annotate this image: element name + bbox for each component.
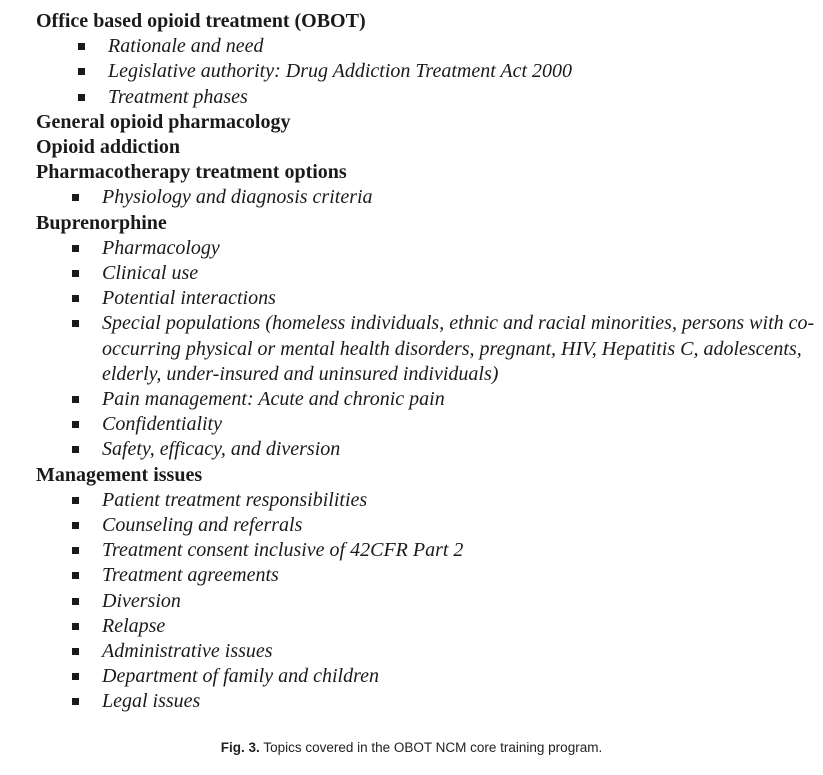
list-item (36, 311, 820, 387)
section-heading: Buprenorphine (36, 211, 167, 234)
list-item (36, 639, 820, 664)
section-general-opioid-pharmacology (36, 110, 820, 135)
list-item-text: Confidentiality (102, 413, 222, 436)
list-item-text: Treatment consent inclusive of 42CFR Part 2 (102, 539, 464, 562)
section-heading: Management issues (36, 463, 203, 486)
list-item (36, 85, 820, 110)
list-item (36, 261, 820, 286)
square-bullet-icon (72, 572, 79, 579)
figure-label: Fig. 3. (220, 740, 260, 755)
list-item-text: Physiology and diagnosis criteria (102, 186, 373, 209)
square-bullet-icon (72, 295, 79, 302)
list-item (36, 589, 820, 614)
list-item (36, 34, 820, 59)
section-opioid-addiction (36, 135, 820, 160)
square-bullet-icon (72, 673, 79, 680)
list-item (36, 59, 820, 84)
list-item (36, 614, 820, 639)
section-item-list (36, 34, 820, 110)
section-management-issues (36, 463, 820, 715)
list-item (36, 236, 820, 261)
square-bullet-icon (78, 43, 85, 50)
square-bullet-icon (72, 698, 79, 705)
list-item-text: Special populations (homeless individuals, ethnic and racial minorities, persons with co-occurring physical or mental health disorders, pregnant, HIV, Hepatitis C, adolescents, elderly, under-insured and uninsured individuals) (102, 312, 815, 385)
list-item-text: Administrative issues (102, 640, 273, 663)
section-heading: General opioid pharmacology (36, 110, 291, 133)
section-heading: Office based opioid treatment (OBOT) (36, 10, 366, 32)
list-item-text: Patient treatment responsibilities (102, 488, 368, 511)
list-item (36, 488, 820, 513)
list-item-text: Relapse (102, 614, 166, 637)
square-bullet-icon (72, 547, 79, 554)
section-item-list (36, 185, 820, 210)
square-bullet-icon (72, 446, 79, 453)
figure-caption-text: Topics covered in the OBOT NCM core training program. (263, 740, 603, 755)
list-item-text: Treatment phases (108, 85, 248, 108)
square-bullet-icon (72, 194, 79, 201)
section-item-list (36, 236, 820, 463)
list-item (36, 689, 820, 714)
list-item (36, 437, 820, 462)
square-bullet-icon (72, 396, 79, 403)
list-item (36, 664, 820, 689)
list-item-text: Potential interactions (102, 287, 276, 310)
topics-outline (36, 9, 820, 715)
section-heading: Pharmacotherapy treatment options (36, 161, 347, 184)
square-bullet-icon (72, 421, 79, 428)
section-item-list (36, 488, 820, 715)
square-bullet-icon (72, 320, 79, 327)
list-item (36, 185, 820, 210)
list-item-text: Diversion (102, 589, 181, 612)
list-item-text: Treatment agreements (102, 564, 279, 587)
square-bullet-icon (72, 497, 79, 504)
list-item (36, 563, 820, 588)
list-item-text: Department of family and children (102, 665, 379, 688)
list-item-text: Safety, efficacy, and diversion (102, 438, 341, 461)
section-buprenorphine (36, 211, 820, 463)
square-bullet-icon (72, 270, 79, 277)
list-item (36, 387, 820, 412)
square-bullet-icon (78, 94, 85, 101)
list-item (36, 538, 820, 563)
list-item-text: Counseling and referrals (102, 514, 303, 537)
square-bullet-icon (72, 598, 79, 605)
list-item (36, 513, 820, 538)
list-item-text: Pain management: Acute and chronic pain (102, 388, 445, 411)
list-item-text: Clinical use (102, 262, 199, 285)
list-item (36, 286, 820, 311)
section-obot (36, 9, 820, 110)
figure-caption (0, 740, 823, 755)
square-bullet-icon (72, 522, 79, 529)
square-bullet-icon (72, 245, 79, 252)
list-item-text: Rationale and need (108, 35, 264, 58)
list-item (36, 412, 820, 437)
list-item-text: Pharmacology (102, 236, 220, 259)
list-item-text: Legal issues (102, 690, 201, 713)
list-item-text: Legislative authority: Drug Addiction Treatment Act 2000 (108, 60, 573, 83)
square-bullet-icon (72, 623, 79, 630)
section-heading: Opioid addiction (36, 136, 180, 159)
square-bullet-icon (78, 68, 85, 75)
square-bullet-icon (72, 648, 79, 655)
section-pharmacotherapy (36, 160, 820, 210)
